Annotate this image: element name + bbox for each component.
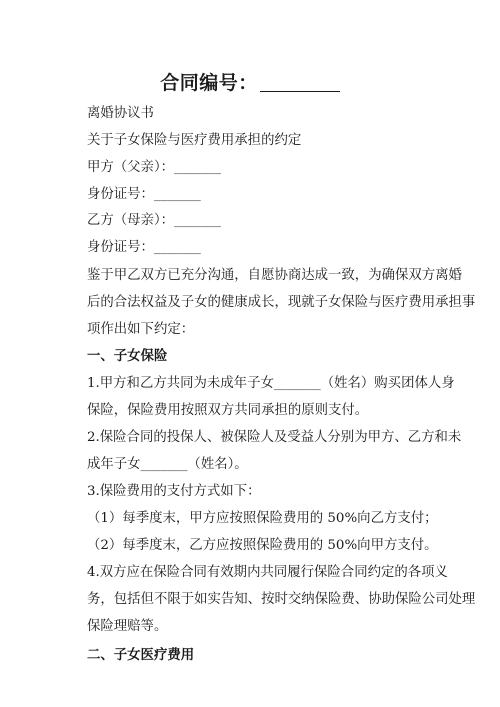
section-1-heading: 一、子女保险: [87, 349, 168, 364]
clause-3: 3.保险费用的支付方式如下：: [87, 484, 261, 499]
clause-2-line-1: 2.保险合同的投保人、被保险人及受益人分别为甲方、乙方和未: [87, 430, 462, 445]
contract-number-title: [0, 68, 500, 95]
preamble-line-2: 后的合法权益及子女的健康成长，现就子女保险与医疗费用承担事: [87, 295, 476, 310]
clause-4-line-1: 4.双方应在保险合同有效期内共同履行保险合同约定的各项义: [87, 565, 448, 580]
clause-4-line-3: 保险理赔等。: [87, 619, 168, 634]
party-b-line: 乙方（母亲）：_______: [87, 213, 221, 228]
preamble-line-1: 鉴于甲乙双方已充分沟通，自愿协商达成一致，为确保双方离婚: [87, 268, 462, 283]
clause-2-line-2: 成年子女_______（姓名）。: [87, 457, 248, 472]
contract-number-blank: [260, 73, 340, 92]
clause-4-line-2: 务，包括但不限于如实告知、按时交纳保险费、协助保险公司处理: [87, 592, 476, 607]
section-2-heading: 二、子女医疗费用: [87, 648, 195, 663]
party-b-id-line: 身份证号：_______: [87, 240, 201, 255]
party-a-line: 甲方（父亲）：_______: [87, 160, 221, 175]
party-a-id-line: 身份证号：_______: [87, 187, 201, 202]
clause-1-line-1: 1.甲方和乙方共同为未成年子女_______（姓名）购买团体人身: [87, 376, 455, 391]
document-name: 离婚协议书: [87, 106, 154, 121]
clause-3-item-1: （1）每季度末，甲方应按照保险费用的 50%向乙方支付；: [87, 511, 438, 526]
clause-1-line-2: 保险，保险费用按照双方共同承担的原则支付。: [87, 403, 369, 418]
title-text: 合同编号：: [160, 72, 258, 94]
clause-3-item-2: （2）每季度末，乙方应按照保险费用的 50%向甲方支付。: [87, 538, 438, 553]
document-subject: 关于子女保险与医疗费用承担的约定: [87, 133, 302, 148]
preamble-line-3: 项作出如下约定：: [87, 322, 195, 337]
